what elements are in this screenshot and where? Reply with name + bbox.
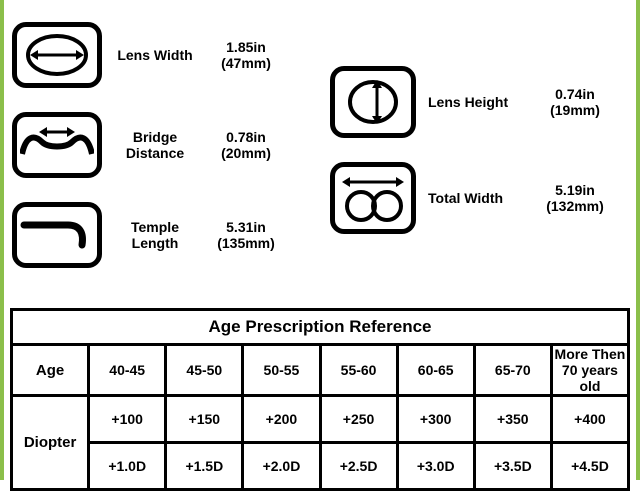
table-title-row xyxy=(12,310,629,345)
spec-temple-length xyxy=(12,202,288,268)
spec-total-width-label: Total Width xyxy=(428,189,504,206)
temple-length-icon xyxy=(12,202,102,268)
lens-width-icon xyxy=(12,22,102,88)
spec-lens-width xyxy=(12,22,288,88)
diopter1-col-6: +400 xyxy=(551,396,628,443)
spec-lens-height xyxy=(330,66,618,138)
spec-bridge-distance-value-mm: (20mm) xyxy=(221,145,271,161)
diopter2-col-4: +3.0D xyxy=(397,443,474,490)
age-col-2: 50-55 xyxy=(243,345,320,396)
spec-lens-width-value-mm: (47mm) xyxy=(221,55,271,71)
diopter2-col-5: +3.5D xyxy=(474,443,551,490)
diopter2-col-1: +1.5D xyxy=(166,443,243,490)
diopter1-col-4: +300 xyxy=(397,396,474,443)
diopter1-col-1: +150 xyxy=(166,396,243,443)
spec-lens-width-label: Lens Width xyxy=(117,46,193,63)
spec-temple-length-value xyxy=(204,219,288,251)
age-col-1: 45-50 xyxy=(166,345,243,396)
spec-lens-height-value xyxy=(532,86,618,118)
spec-lens-width-value-in: 1.85in xyxy=(226,38,266,55)
spec-bridge-distance-value-in: 0.78in xyxy=(226,128,266,145)
bridge-distance-icon-graphic xyxy=(20,120,94,170)
spec-total-width-value xyxy=(532,182,618,214)
temple-length-icon-graphic xyxy=(20,211,94,259)
spec-lens-width-value xyxy=(204,39,288,71)
spec-lens-height-value-in: 0.74in xyxy=(555,85,595,102)
age-col-4: 60-65 xyxy=(397,345,474,396)
diopter1-col-2: +200 xyxy=(243,396,320,443)
diopter2-col-3: +2.5D xyxy=(320,443,397,490)
spec-temple-length-label-line2: Length xyxy=(131,235,179,251)
table-title: Age Prescription Reference xyxy=(12,310,629,345)
spec-temple-length-label-line1: Temple xyxy=(131,218,179,235)
diopter2-col-6: +4.5D xyxy=(551,443,628,490)
row-header-age: Age xyxy=(12,345,89,396)
spec-bridge-distance-label xyxy=(112,129,198,161)
age-col-6-line2: 70 years old xyxy=(561,362,618,395)
spec-temple-length-value-in: 5.31in xyxy=(226,218,266,235)
diopter2-col-2: +2.0D xyxy=(243,443,320,490)
diopter1-col-5: +350 xyxy=(474,396,551,443)
age-prescription-table xyxy=(10,308,630,491)
spec-total-width xyxy=(330,162,618,234)
spec-lens-height-value-mm: (19mm) xyxy=(550,102,600,118)
age-col-3: 55-60 xyxy=(320,345,397,396)
spec-bridge-distance xyxy=(12,112,288,178)
table-header-row xyxy=(12,345,629,396)
diopter1-col-3: +250 xyxy=(320,396,397,443)
diopter2-col-0: +1.0D xyxy=(89,443,166,490)
spec-lens-height-label: Lens Height xyxy=(428,93,509,110)
lens-height-icon xyxy=(330,66,416,138)
age-prescription-table-wrap xyxy=(10,308,630,491)
age-col-6 xyxy=(551,345,628,396)
spec-temple-length-label xyxy=(112,219,198,251)
spec-bridge-distance-value xyxy=(204,129,288,161)
age-col-6-line1: More Then xyxy=(554,346,626,362)
total-width-icon xyxy=(330,162,416,234)
table-row xyxy=(12,396,629,443)
spec-bridge-distance-label-line1: Bridge xyxy=(132,128,178,145)
spec-bridge-distance-label-line2: Distance xyxy=(125,145,185,161)
lens-width-icon-graphic xyxy=(22,31,92,79)
age-col-0: 40-45 xyxy=(89,345,166,396)
row-header-diopter: Diopter xyxy=(12,396,89,490)
table-row xyxy=(12,443,629,490)
diopter1-col-0: +100 xyxy=(89,396,166,443)
spec-temple-length-value-mm: (135mm) xyxy=(217,235,275,251)
total-width-icon-graphic xyxy=(336,170,410,226)
lens-height-icon-graphic xyxy=(340,74,406,130)
spec-total-width-value-mm: (132mm) xyxy=(546,198,604,214)
age-col-5: 65-70 xyxy=(474,345,551,396)
spec-total-width-value-in: 5.19in xyxy=(555,181,595,198)
bridge-distance-icon xyxy=(12,112,102,178)
